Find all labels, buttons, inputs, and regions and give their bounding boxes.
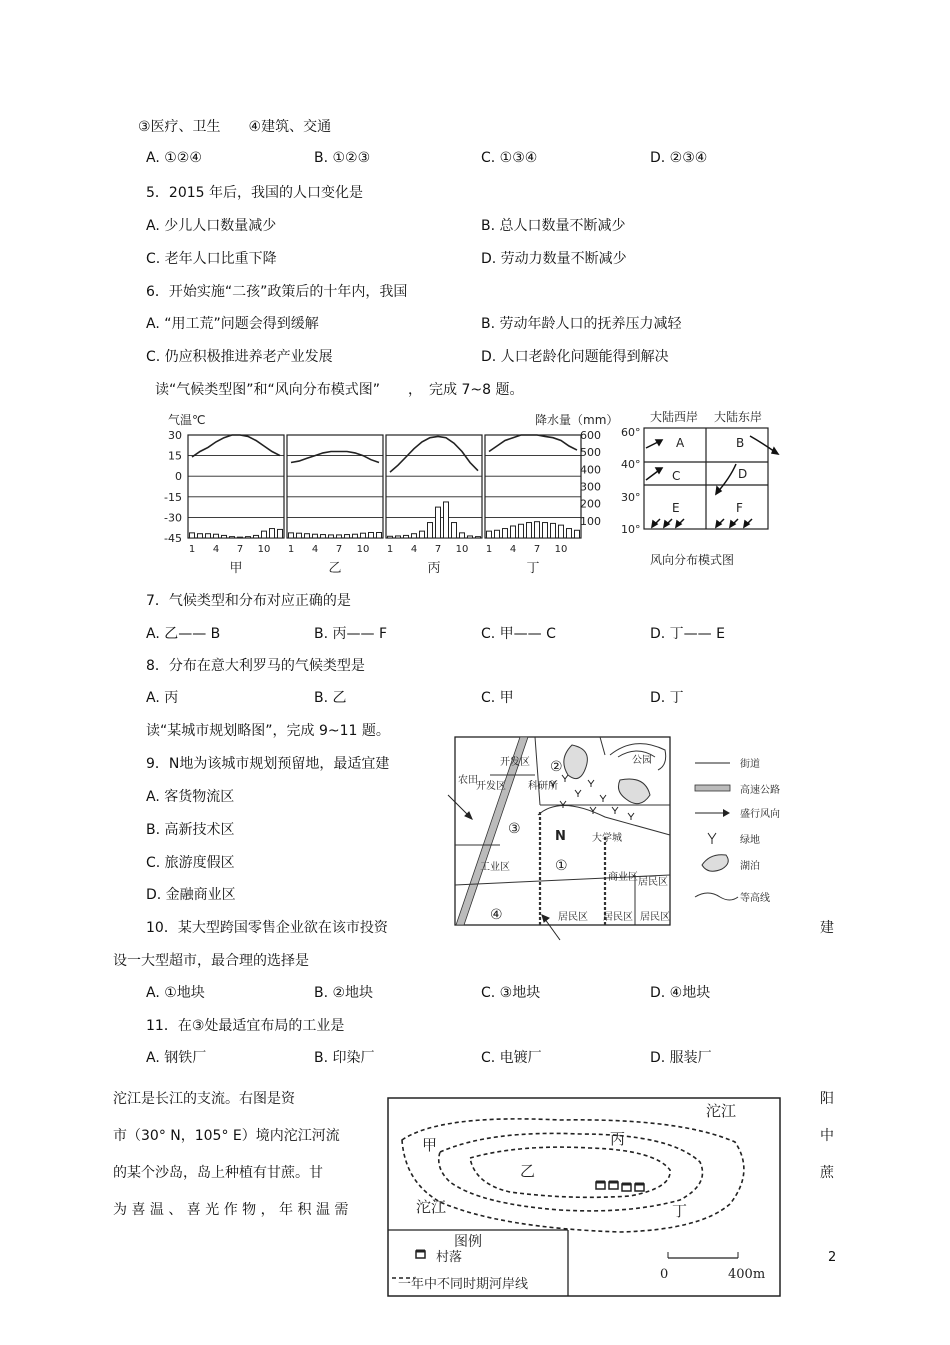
month-tick-label: 1 [386,544,394,555]
plot-n: N [555,829,566,844]
residential-zone-2: 居民区 [558,912,588,923]
village-icon [609,1182,618,1189]
temp-tick-label: 0 [175,470,182,484]
month-tick-label: 10 [257,544,271,555]
precip-bar [198,534,203,538]
precip-bar [321,535,326,538]
q4-option-a: A. ①②④ [146,150,202,166]
climate-panel [287,435,383,576]
precip-tick-label: 600 [580,429,601,442]
q7-stem: 7．气候类型和分布对应正确的是 [146,593,351,609]
precip-bar [551,523,556,538]
q8-stem: 8．分布在意大利罗马的气候类型是 [146,658,365,674]
precip-bar [270,529,275,538]
month-tick-label: 10 [455,544,469,555]
scale-bar [668,1252,738,1258]
precip-axis-label: 降水量（mm） [535,413,619,427]
lat-40: 40° [621,458,641,471]
panel-label: 丁 [526,561,540,576]
q9-option-b: B. 高新技术区 [146,822,235,838]
precip-bar [337,535,342,538]
intro-9-11: 读“某城市规划略图”，完成 9~11 题。 [146,723,390,739]
legend-village-icon [416,1251,425,1258]
q5-stem: 5．2015 年后，我国的人口变化是 [146,185,363,201]
river-label-sw: 沱江 [416,1198,447,1216]
temp-tick-label: -45 [164,532,182,545]
precip-bar [305,534,310,538]
q10-option-b: B. ②地块 [314,985,374,1001]
precip-bar [345,535,350,538]
passage-line-2: 市（30° N，105° E）境内沱江河流 [113,1128,340,1144]
month-tick-label: 4 [410,544,418,555]
dev-zone-1: 开发区 [500,757,530,768]
plot-3: ③ [508,821,521,837]
zone-d: D [738,467,748,481]
month-tick-label: 7 [434,544,442,555]
precip-bar [543,523,548,538]
precip-bar [487,531,492,538]
farmland: 农田 [458,775,478,786]
panel-label: 甲 [229,561,243,576]
item-line: ③医疗、卫生 ④建筑、交通 [138,119,332,135]
climate-panel [386,435,482,576]
climate-panel [188,435,284,576]
villages [596,1182,644,1191]
river-label-ne: 沱江 [706,1102,737,1120]
precip-bar [535,522,540,538]
page-number: 2 [828,1250,837,1265]
precip-bar [436,507,441,538]
zone-bing: 丙 [610,1130,626,1148]
wind-diagram-caption: 风向分布模式图 [650,553,735,567]
precip-bar [369,533,374,538]
q11-stem: 11．在③处最适宜布局的工业是 [146,1018,345,1034]
precip-bar [289,533,294,538]
q5-option-a: A. 少儿人口数量减少 [146,218,277,234]
legend-highway: 高速公路 [740,785,780,796]
q6-option-a: A. “用工荒”问题会得到缓解 [146,316,319,332]
precip-bar [262,531,267,538]
precip-tick-label: 300 [580,480,601,494]
precip-bar [511,526,516,538]
temp-tick-label: -30 [164,511,182,525]
q6-option-d: D. 人口老龄化问题能得到解决 [481,349,669,365]
residential-zone-1: 居民区 [638,877,668,888]
precip-bar [503,529,508,538]
q11-option-d: D. 服装厂 [650,1050,712,1066]
precip-bar [377,533,382,538]
trade-wind-arrows-e [652,519,684,527]
q7-option-c: C. 甲—— C [481,626,556,642]
temperature-line [390,436,478,472]
q5-option-b: B. 总人口数量不断减少 [481,218,626,234]
q6-option-b: B. 劳动年龄人口的抚养压力减轻 [481,316,682,332]
precip-bar [222,535,227,538]
legend-bank-label: 一年中不同时期河岸线 [398,1277,529,1292]
temperature-line [291,452,379,463]
q11-option-b: B. 印染厂 [314,1050,375,1066]
month-tick-label: 7 [533,544,541,555]
legend-street: 街道 [740,759,760,770]
precip-bar [567,529,572,538]
precip-bar [206,534,211,538]
precip-bar [230,537,235,538]
temperature-line [489,435,577,452]
month-tick-label: 1 [287,544,295,555]
q8-option-d: D. 丁 [650,690,684,706]
zone-e: E [672,501,680,515]
precip-bar [420,531,425,538]
month-tick-label: 4 [509,544,517,555]
precip-bar [444,502,449,538]
q11-option-c: C. 电镀厂 [481,1050,542,1066]
legend-wind: 盛行风向 [740,809,780,820]
temp-tick-label: -15 [164,490,182,504]
precip-bar [353,534,358,538]
q5-option-d: D. 劳动力数量不断减少 [481,251,627,267]
q9-option-c: C. 旅游度假区 [146,855,235,871]
plot-2: ② [550,759,563,775]
east-coast-label: 大陆东岸 [714,410,763,424]
precip-bar [246,537,251,538]
q7-option-d: D. 丁—— E [650,626,725,642]
precip-bar [412,534,417,538]
q9-option-d: D. 金融商业区 [146,887,236,903]
panel-label: 丙 [427,561,441,576]
precip-bar [214,534,219,538]
q9-option-a: A. 客货物流区 [146,789,235,805]
q10-option-a: A. ①地块 [146,985,205,1001]
q11-option-a: A. 钢铁厂 [146,1050,207,1066]
precip-bar [404,535,409,538]
wind-diagram [618,406,800,572]
park: 公园 [632,755,652,766]
precip-bar [575,530,580,538]
zone-ding: 丁 [672,1202,688,1220]
month-tick-label: 10 [356,544,370,555]
temp-axis-label: 气温℃ [168,413,206,427]
west-coast-label: 大陆西岸 [650,410,699,424]
legend-title: 图例 [454,1234,482,1250]
city-map-legend [695,763,738,900]
passage-line-3: 的某个沙岛，岛上种植有甘蔗。甘 [113,1165,323,1181]
zone-c: C [672,469,681,483]
precip-tick-label: 400 [580,463,601,477]
scale-start: 0 [660,1267,669,1282]
precip-bar [519,524,524,538]
precip-bar [495,530,500,538]
residential-zone-3: 居民区 [603,912,633,923]
precip-bar [468,536,473,538]
zone-yi: 乙 [520,1162,536,1180]
q6-option-c: C. 仍应积极推进养老产业发展 [146,349,333,365]
scale-end: 400m [728,1267,766,1282]
q4-option-b: B. ①②③ [314,150,371,166]
village-icon [635,1184,644,1191]
passage-line-4: 为 喜 温 、 喜 光 作 物 ， 年 积 温 需 [113,1202,349,1218]
q5-option-c: C. 老年人口比重下降 [146,251,277,267]
precip-bar [452,523,457,538]
precip-bar [428,523,433,538]
temperature-line [192,435,280,457]
zone-jia: 甲 [422,1136,438,1154]
climate-panel [485,435,581,576]
precip-tick-label: 200 [580,497,601,511]
precip-bar [559,525,564,538]
q7-option-b: B. 丙—— F [314,626,388,642]
q10-stem: 10．某大型跨国零售企业欲在该市投资 [146,920,388,936]
precip-bar [238,537,243,538]
precip-bar [254,535,259,538]
legend-lake: 湖泊 [740,861,760,872]
temp-tick-label: 15 [168,449,182,463]
precip-bar [190,533,195,538]
zone-a: A [676,436,685,450]
lat-10: 10° [621,523,641,536]
q8-option-c: C. 甲 [481,690,514,706]
trade-wind-arrows-f [716,519,752,527]
q8-option-b: B. 乙 [314,690,347,706]
precip-bar [396,536,401,538]
precip-tick-label: 100 [580,514,601,528]
university-town: 大学城 [592,833,622,844]
q6-stem: 6．开始实施“二孩”政策后的十年内，我国 [146,284,408,300]
q8-option-a: A. 丙 [146,690,179,706]
residential-zone-4: 居民区 [640,912,670,923]
q10-option-c: C. ③地块 [481,985,541,1001]
lake-north [564,745,588,779]
zone-b: B [736,436,745,450]
village-icon [622,1184,631,1191]
q9-stem: 9．N地为该城市规划预留地，最适宜建 [146,756,390,772]
lat-60: 60° [621,426,641,439]
legend-green: 绿地 [740,835,760,846]
month-tick-label: 7 [236,544,244,555]
precip-bar [313,534,318,538]
village-icon [596,1182,605,1189]
plot-4: ④ [490,907,503,923]
zone-f: F [736,501,743,515]
industrial-zone: 工业区 [480,862,510,873]
legend-village: 村落 [436,1250,463,1265]
month-tick-label: 10 [554,544,568,555]
passage-line-1: 沱江是长江的支流。右图是资 [113,1091,295,1107]
q7-option-a: A. 乙—— B [146,626,221,642]
city-plan-map [440,735,785,935]
lake-south [618,779,650,804]
climate-chart [150,408,619,578]
precip-bar [297,533,302,538]
precip-bar [527,523,532,538]
plot-1: ① [555,858,568,874]
month-tick-label: 7 [335,544,343,555]
panel-label: 乙 [328,561,342,576]
month-tick-label: 1 [188,544,196,555]
precip-bar [388,536,393,538]
month-tick-label: 4 [311,544,319,555]
precip-bar [329,535,334,538]
bank-lines [402,1119,744,1232]
temp-tick-label: 30 [168,429,182,442]
month-tick-label: 4 [212,544,220,555]
precip-bar [476,537,481,538]
dev-zone-2: 开发区 [476,781,506,792]
q4-option-c: C. ①③④ [481,150,538,166]
intro-7-8: 读“气候类型图”和“风向分布模式图” ， 完成 7~8 题。 [155,382,524,398]
passage-right-3: 蔗 [820,1165,834,1181]
month-tick-label: 1 [485,544,493,555]
precip-bar [278,529,283,538]
q4-option-d: D. ②③④ [650,150,708,166]
q10-option-d: D. ④地块 [650,985,711,1001]
island-map [380,1092,810,1304]
research-institute: 科研所 [528,781,558,792]
precip-tick-label: 500 [580,446,601,460]
commercial-zone: 商业区 [608,872,638,883]
passage-right-2: 中 [820,1128,834,1144]
precip-bar [460,533,465,538]
precip-bar [361,533,366,538]
lat-30: 30° [621,491,641,504]
passage-right-1: 阳 [820,1091,834,1107]
q10-stem-line2: 设一大型超市，最合理的选择是 [113,953,309,969]
q10-stem-tail: 建 [820,920,834,936]
legend-contour: 等高线 [740,893,770,904]
